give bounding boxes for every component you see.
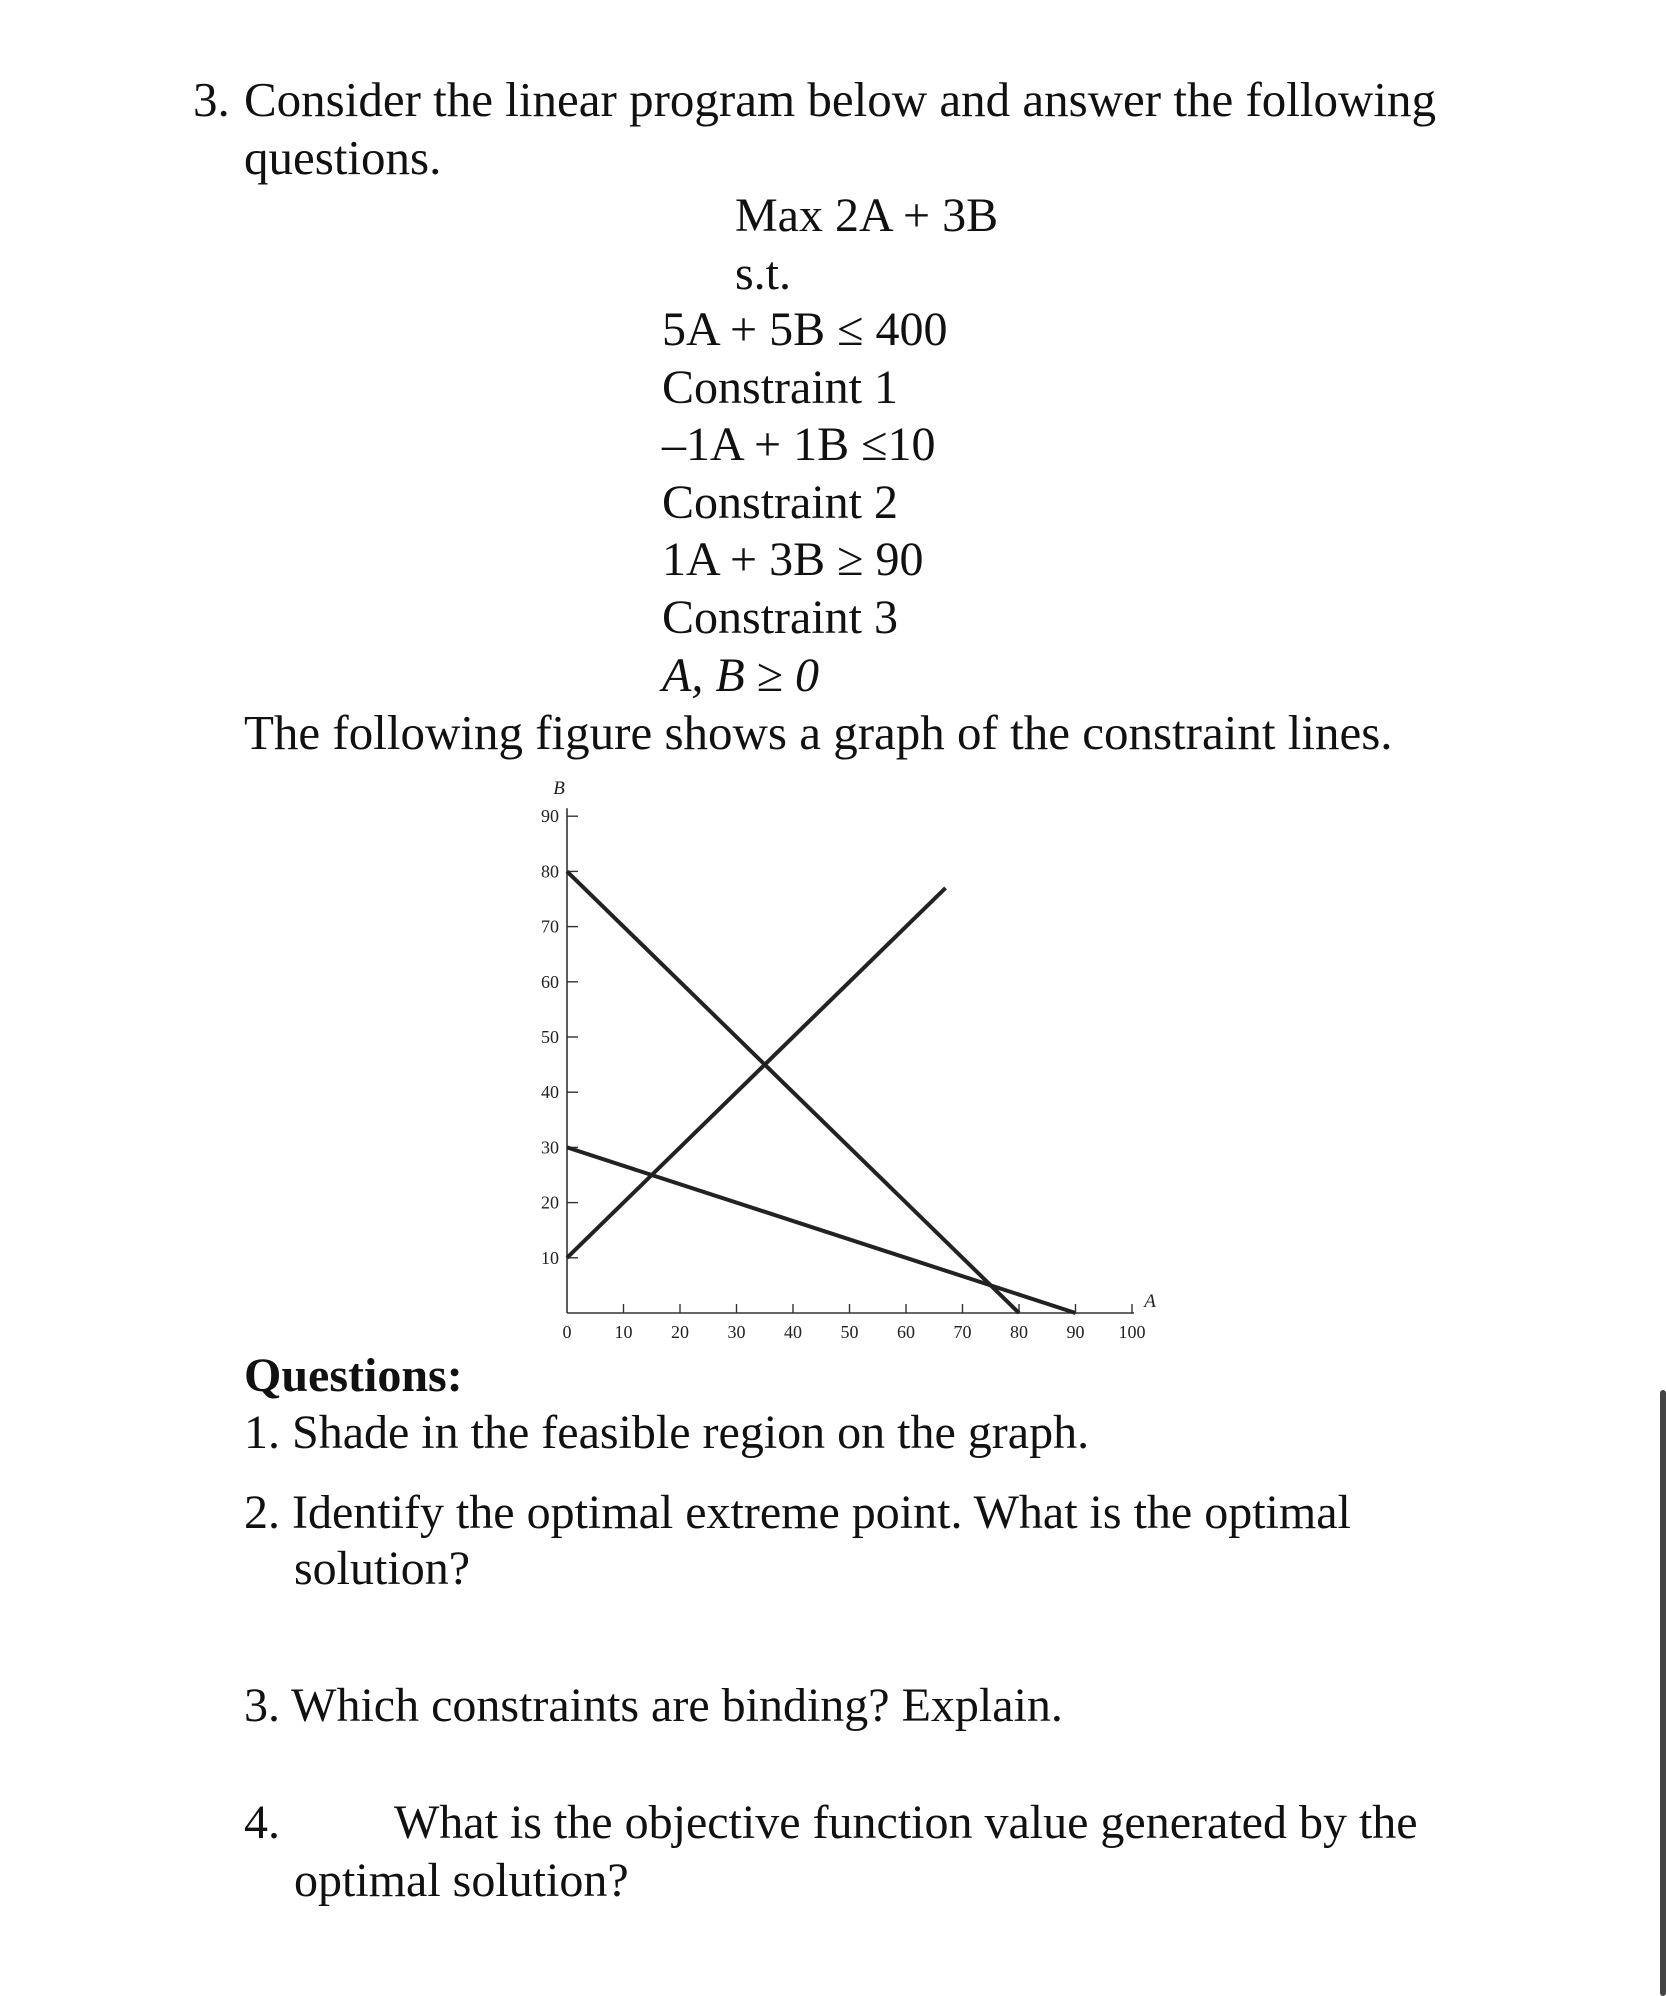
y-tick-label: 80 bbox=[541, 861, 559, 882]
question-1: 1. Shade in the feasible region on the graph. bbox=[244, 1406, 1090, 1459]
question-2-line1: 2. Identify the optimal extreme point. What is the optimal bbox=[244, 1486, 1351, 1539]
scrollbar[interactable] bbox=[1660, 1390, 1666, 1996]
constraint-1-expression: 5A + 5B ≤ 400 bbox=[662, 303, 948, 356]
constraint-line-2 bbox=[567, 888, 946, 1258]
problem-intro-line2: questions. bbox=[244, 130, 442, 185]
figure-caption: The following figure shows a graph of the constraint lines. bbox=[244, 705, 1393, 760]
y-tick-label: 10 bbox=[541, 1247, 559, 1268]
question-2-line2: solution? bbox=[294, 1542, 470, 1595]
x-tick-label: 50 bbox=[840, 1322, 859, 1342]
question-3: 3. Which constraints are binding? Explain. bbox=[244, 1679, 1063, 1732]
x-tick-label: 10 bbox=[614, 1322, 633, 1342]
x-tick-label: 80 bbox=[1010, 1322, 1028, 1342]
y-tick-label: 50 bbox=[541, 1027, 559, 1047]
question-4-number: 4. bbox=[244, 1796, 280, 1849]
y-axis-label: B bbox=[553, 778, 565, 800]
x-tick-label: 60 bbox=[897, 1322, 915, 1342]
nonnegativity-constraint: A, B ≥ 0 bbox=[662, 649, 819, 702]
question-4-line2: optimal solution? bbox=[294, 1854, 629, 1907]
constraint-3-label: Constraint 3 bbox=[662, 591, 898, 644]
constraint-2-expression: –1A + 1B ≤10 bbox=[662, 418, 936, 471]
x-tick-label: 100 bbox=[1118, 1322, 1146, 1342]
lp-subject-to: s.t. bbox=[735, 247, 792, 300]
y-tick-label: 90 bbox=[541, 806, 559, 827]
constraint-line-3 bbox=[567, 1147, 1076, 1313]
problem-intro-line1: Consider the linear program below and answer the following bbox=[244, 72, 1437, 127]
y-tick-label: 30 bbox=[541, 1137, 559, 1158]
x-tick-label: 0 bbox=[562, 1322, 572, 1342]
question-4-line1: What is the objective function value generated by the bbox=[394, 1796, 1418, 1849]
constraint-line-1 bbox=[567, 871, 1019, 1313]
x-tick-label: 70 bbox=[953, 1322, 972, 1342]
constraint-1-label: Constraint 1 bbox=[662, 361, 898, 414]
y-tick-label: 60 bbox=[541, 971, 559, 992]
y-tick-label: 20 bbox=[541, 1192, 559, 1213]
y-tick-label: 70 bbox=[541, 916, 559, 937]
constraint-2-label: Constraint 2 bbox=[662, 476, 898, 529]
constraint-3-expression: 1A + 3B ≥ 90 bbox=[662, 533, 924, 586]
constraint-graph bbox=[500, 750, 1180, 1350]
x-tick-label: 20 bbox=[671, 1322, 689, 1342]
y-tick-label: 40 bbox=[541, 1082, 559, 1103]
x-tick-label: 90 bbox=[1066, 1322, 1085, 1342]
x-tick-label: 30 bbox=[727, 1322, 746, 1342]
lp-objective: Max 2A + 3B bbox=[735, 189, 999, 242]
x-tick-label: 40 bbox=[784, 1322, 802, 1342]
x-axis-label: A bbox=[1144, 1291, 1156, 1312]
problem-number: 3. bbox=[193, 72, 230, 127]
questions-heading: Questions: bbox=[244, 1349, 463, 1402]
